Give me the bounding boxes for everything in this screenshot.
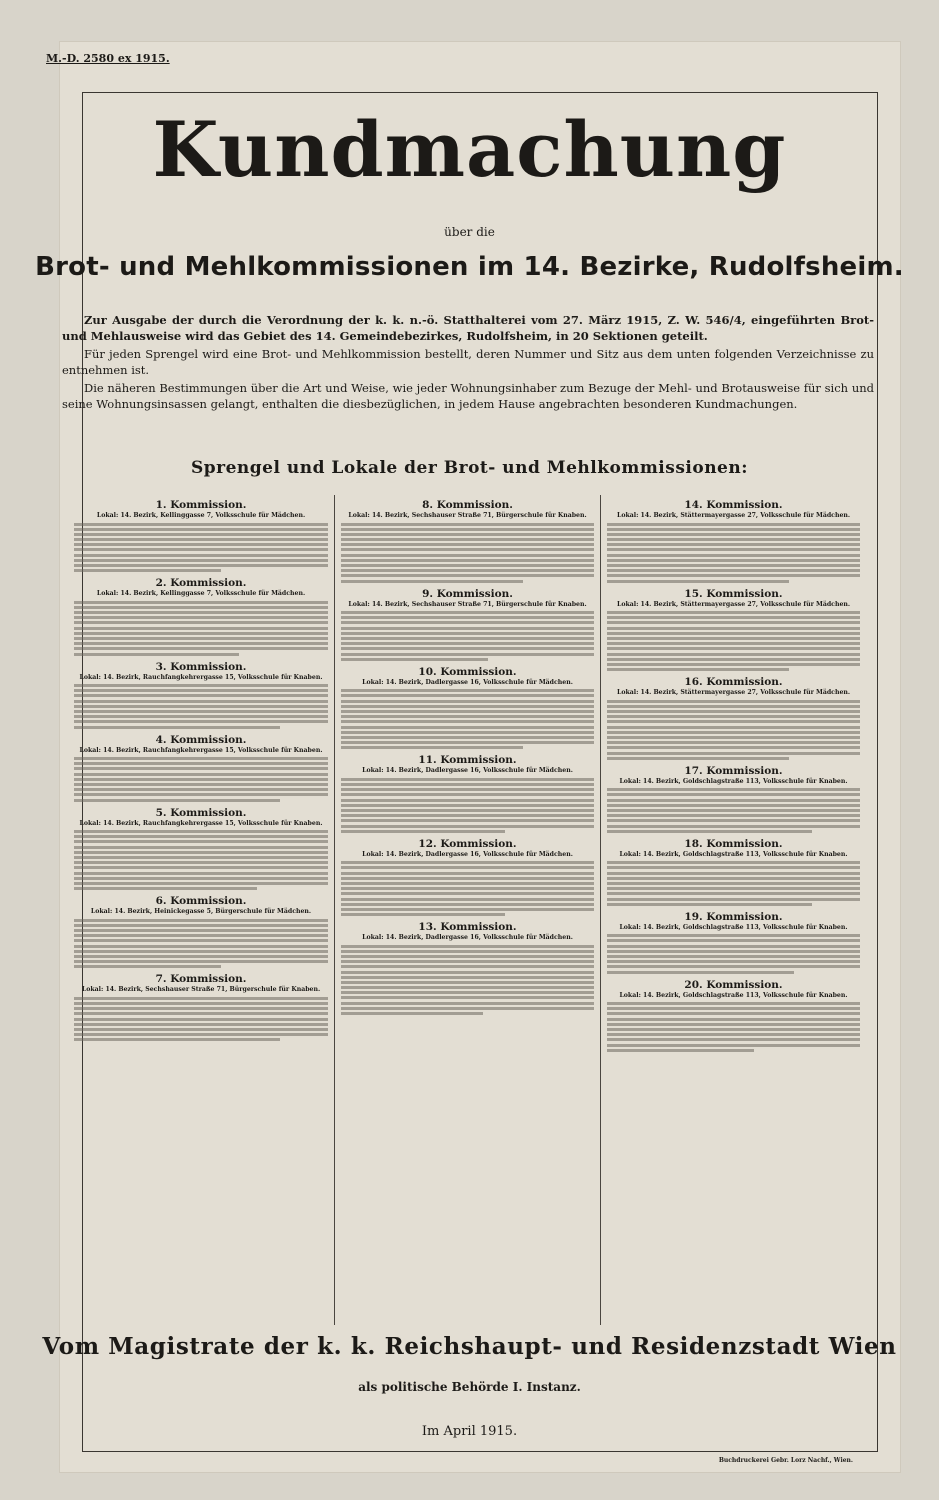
- fine-print-line: [341, 1007, 594, 1010]
- fine-print-line: [341, 705, 594, 708]
- commission-block: [74, 499, 328, 572]
- fine-print-line: [607, 726, 860, 729]
- commission-block: [74, 734, 328, 802]
- commission-title: 18. Kommission.: [684, 837, 783, 850]
- fine-print-line: [341, 866, 594, 869]
- fine-print-line: [607, 804, 860, 807]
- fine-print-line: [607, 965, 860, 968]
- commission-column-3: [600, 495, 866, 1325]
- fine-print-line: [74, 965, 221, 968]
- fine-print-line: [607, 543, 860, 546]
- fine-print-line: [607, 861, 860, 864]
- fine-print-line: [607, 736, 860, 739]
- fine-print-line: [607, 564, 860, 567]
- fine-print-line: [341, 976, 594, 979]
- footer-date: Im April 1915.: [421, 1424, 518, 1439]
- commission-location: Lokal: 14. Bezirk, Goldschlagstraße 113, Volksschule für Knaben.: [619, 923, 848, 931]
- fine-print-line: [74, 720, 328, 723]
- fine-print-line: [74, 1033, 328, 1036]
- fine-print-line: [341, 913, 505, 916]
- fine-print-line: [74, 559, 328, 562]
- fine-print-line: [74, 715, 328, 718]
- fine-print-line: [74, 887, 257, 890]
- reference-number: M.-D. 2580 ex 1915.: [46, 52, 170, 65]
- commission-location: Lokal: 14. Bezirk, Rauchfangkehrergasse 15, Volksschule für Knaben.: [79, 746, 323, 754]
- fine-print-line: [74, 882, 328, 885]
- fine-print-line: [341, 647, 594, 650]
- fine-print-line: [341, 627, 594, 630]
- fine-print-line: [607, 955, 860, 958]
- fine-print-line: [607, 934, 860, 937]
- fine-print-line: [607, 1049, 754, 1052]
- fine-print-line: [607, 559, 860, 562]
- commission-block: [341, 588, 594, 661]
- fine-print-line: [74, 773, 328, 776]
- fine-print-line: [74, 627, 328, 630]
- fine-print-line: [74, 856, 328, 859]
- fine-print-line: [341, 788, 594, 791]
- section-heading: Sprengel und Lokale der Brot- und Mehlkommissionen:: [190, 458, 749, 478]
- commission-block: [607, 979, 860, 1052]
- commission-location: Lokal: 14. Bezirk, Rauchfangkehrergasse 15, Volksschule für Knaben.: [79, 673, 323, 681]
- fine-print-line: [74, 632, 328, 635]
- fine-print-line: [341, 694, 594, 697]
- fine-print-line: [341, 715, 594, 718]
- fine-print-line: [341, 554, 594, 557]
- fine-print-line: [607, 1028, 860, 1031]
- fine-print-line: [607, 814, 860, 817]
- fine-print-line: [341, 991, 594, 994]
- fine-print-line: [341, 642, 594, 645]
- fine-print-line: [341, 950, 594, 953]
- commission-location: Lokal: 14. Bezirk, Kellinggasse 7, Volksschule für Mädchen.: [96, 512, 306, 519]
- fine-print-line: [74, 1002, 328, 1005]
- commission-title: 11. Kommission.: [418, 754, 517, 767]
- fine-print-line: [74, 684, 328, 687]
- commission-location: Lokal: 14. Bezirk, Goldschlagstraße 113, Volksschule für Knaben.: [619, 850, 848, 858]
- fine-print-line: [607, 548, 860, 551]
- fine-print-line: [341, 533, 594, 536]
- fine-print-line: [607, 533, 860, 536]
- fine-print-line: [341, 908, 594, 911]
- fine-print-line: [74, 601, 328, 604]
- fine-print-line: [341, 892, 594, 895]
- fine-print-line: [607, 830, 812, 833]
- fine-print-line: [607, 950, 860, 953]
- fine-print-line: [74, 538, 328, 541]
- commission-title: 2. Kommission.: [155, 577, 247, 590]
- fine-print-line: [74, 621, 328, 624]
- fine-print-line: [74, 569, 221, 572]
- commission-block: [607, 676, 860, 760]
- fine-print-line: [607, 731, 860, 734]
- fine-print-line: [607, 746, 860, 749]
- fine-print-line: [607, 642, 860, 645]
- fine-print-line: [74, 997, 328, 1000]
- fine-print-line: [607, 819, 860, 822]
- commission-block: [607, 765, 860, 833]
- commission-title: 7. Kommission.: [155, 973, 247, 986]
- fine-print-line: [74, 700, 328, 703]
- fine-print-line: [74, 554, 328, 557]
- commission-block: [607, 838, 860, 906]
- fine-print-line: [341, 903, 594, 906]
- commission-column-1: [68, 495, 334, 1325]
- fine-print-line: [341, 528, 594, 531]
- commission-block: [607, 588, 860, 672]
- poster-subtitle: Brot- und Mehlkommissionen im 14. Bezirke, Rudolfsheim.: [35, 252, 904, 282]
- fine-print-line: [74, 840, 328, 843]
- fine-print-line: [74, 830, 328, 833]
- fine-print-line: [74, 637, 328, 640]
- commission-title: 6. Kommission.: [155, 895, 247, 908]
- fine-print-line: [607, 616, 860, 619]
- fine-print-line: [341, 793, 594, 796]
- fine-print-line: [341, 960, 594, 963]
- fine-print-line: [341, 689, 594, 692]
- fine-print-line: [607, 538, 860, 541]
- fine-print-line: [607, 554, 860, 557]
- fine-print-line: [341, 783, 594, 786]
- commission-location: Lokal: 14. Bezirk, Dadlergasse 16, Volksschule für Mädchen.: [362, 934, 573, 942]
- fine-print-line: [341, 819, 594, 822]
- fine-print-line: [341, 580, 523, 583]
- commission-title: 16. Kommission.: [684, 676, 783, 689]
- fine-print-line: [607, 866, 860, 869]
- fine-print-line: [341, 986, 594, 989]
- fine-print-line: [74, 1007, 328, 1010]
- fine-print-line: [607, 705, 860, 708]
- fine-print-line: [607, 809, 860, 812]
- fine-print-line: [607, 898, 860, 901]
- fine-print-line: [74, 611, 328, 614]
- fine-print-line: [607, 621, 860, 624]
- fine-print-line: [74, 523, 328, 526]
- intro-paragraph-1: Zur Ausgabe der durch die Verordnung der k. k. n.-ö. Statthalterei vom 27. März 1915, Z. W. 546/4, eingeführten Brot- und Mehlausweise wird das Gebiet des 14. Gemeindebezirkes, Rudolfsheim, in 20 Sektionen geteilt.: [62, 313, 874, 343]
- commission-title: 4. Kommission.: [155, 733, 247, 746]
- intro-paragraph-2: Für jeden Sprengel wird eine Brot- und Mehlkommission bestellt, deren Nummer und Sitz aus dem unten folgenden Verzeichnisse zu entnehmen ist.: [62, 347, 874, 377]
- commission-title: 1. Kommission.: [155, 499, 247, 511]
- commission-title: 8. Kommission.: [422, 499, 513, 511]
- fine-print-line: [607, 632, 860, 635]
- fine-print-line: [341, 965, 594, 968]
- fine-print-line: [341, 621, 594, 624]
- fine-print-line: [341, 611, 594, 614]
- commission-title: 19. Kommission.: [684, 910, 783, 923]
- fine-print-line: [74, 929, 328, 932]
- fine-print-line: [341, 877, 594, 880]
- fine-print-line: [607, 825, 860, 828]
- fine-print-line: [341, 523, 594, 526]
- fine-print-line: [607, 971, 794, 974]
- fine-print-line: [607, 939, 860, 942]
- fine-print-line: [607, 872, 860, 875]
- commission-block: [74, 807, 328, 891]
- fine-print-line: [341, 543, 594, 546]
- commission-block: [74, 577, 328, 655]
- fine-print-line: [341, 538, 594, 541]
- fine-print-line: [607, 903, 812, 906]
- commission-block: [607, 499, 860, 583]
- fine-print-line: [341, 1002, 594, 1005]
- fine-print-line: [74, 543, 328, 546]
- fine-print-line: [341, 736, 594, 739]
- fine-print-line: [341, 804, 594, 807]
- fine-print-line: [607, 653, 860, 656]
- fine-print-line: [74, 705, 328, 708]
- fine-print-line: [607, 752, 860, 755]
- fine-print-line: [607, 700, 860, 703]
- fine-print-line: [607, 569, 860, 572]
- fine-print-line: [607, 574, 860, 577]
- commission-block: [74, 895, 328, 968]
- fine-print-line: [341, 799, 594, 802]
- fine-print-line: [341, 898, 594, 901]
- fine-print-line: [341, 1012, 483, 1015]
- fine-print-line: [341, 574, 594, 577]
- fine-print-line: [341, 559, 594, 562]
- fine-print-line: [341, 746, 523, 749]
- fine-print-line: [74, 689, 328, 692]
- commission-location: Lokal: 14. Bezirk, Sechshauser Straße 71, Bürgerschule für Knaben.: [348, 600, 587, 608]
- fine-print-line: [341, 653, 594, 656]
- commission-location: Lokal: 14. Bezirk, Heinickegasse 5, Bürgerschule für Mädchen.: [90, 908, 312, 916]
- footer-authority: Vom Magistrate der k. k. Reichshaupt- und Residenzstadt Wien: [42, 1333, 897, 1360]
- commission-title: 9. Kommission.: [422, 587, 513, 600]
- fine-print-line: [341, 778, 594, 781]
- commission-title: 3. Kommission.: [155, 660, 247, 673]
- fine-print-line: [341, 981, 594, 984]
- fine-print-line: [74, 960, 328, 963]
- fine-print-line: [341, 637, 594, 640]
- fine-print-line: [74, 788, 328, 791]
- fine-print-line: [74, 799, 280, 802]
- title-connector: über die: [444, 225, 495, 239]
- fine-print-line: [341, 658, 488, 661]
- fine-print-line: [607, 715, 860, 718]
- fine-print-line: [74, 757, 328, 760]
- fine-print-line: [74, 642, 328, 645]
- fine-print-line: [74, 950, 328, 953]
- fine-print-line: [341, 741, 594, 744]
- fine-print-line: [607, 1038, 860, 1041]
- fine-print-line: [341, 616, 594, 619]
- fine-print-line: [607, 663, 860, 666]
- fine-print-line: [341, 971, 594, 974]
- fine-print-line: [607, 877, 860, 880]
- commission-block: [341, 754, 594, 832]
- fine-print-line: [607, 882, 860, 885]
- commission-title: 10. Kommission.: [418, 665, 517, 678]
- fine-print-line: [74, 528, 328, 531]
- commission-title: 12. Kommission.: [418, 837, 517, 850]
- fine-print-line: [607, 611, 860, 614]
- fine-print-line: [74, 767, 328, 770]
- fine-print-line: [341, 825, 594, 828]
- fine-print-line: [74, 919, 328, 922]
- fine-print-line: [607, 720, 860, 723]
- fine-print-line: [607, 741, 860, 744]
- fine-print-line: [607, 1033, 860, 1036]
- fine-print-line: [74, 877, 328, 880]
- commission-location: Lokal: 14. Bezirk, Sechshauser Straße 71, Bürgerschule für Knaben.: [348, 512, 587, 519]
- footer-instance: als politische Behörde I. Instanz.: [358, 1380, 581, 1394]
- fine-print-line: [74, 778, 328, 781]
- commission-location: Lokal: 14. Bezirk, Stättermayergasse 27, Volksschule für Mädchen.: [616, 689, 851, 697]
- fine-print-line: [74, 866, 328, 869]
- fine-print-line: [607, 647, 860, 650]
- fine-print-line: [607, 637, 860, 640]
- commission-block: [341, 499, 594, 583]
- fine-print-line: [607, 627, 860, 630]
- fine-print-line: [607, 1012, 860, 1015]
- fine-print-line: [607, 1044, 860, 1047]
- fine-print-line: [607, 757, 789, 760]
- fine-print-line: [74, 647, 328, 650]
- commission-location: Lokal: 14. Bezirk, Goldschlagstraße 113, Volksschule für Knaben.: [619, 777, 848, 785]
- fine-print-line: [74, 1038, 280, 1041]
- poster-title: Kundmachung: [152, 105, 787, 194]
- fine-print-line: [74, 564, 328, 567]
- fine-print-line: [341, 726, 594, 729]
- fine-print-line: [74, 835, 328, 838]
- fine-print-line: [74, 533, 328, 536]
- fine-print-line: [74, 924, 328, 927]
- fine-print-line: [74, 934, 328, 937]
- fine-print-line: [341, 861, 594, 864]
- fine-print-line: [607, 710, 860, 713]
- fine-print-line: [607, 1002, 860, 1005]
- commission-title: 15. Kommission.: [684, 587, 783, 600]
- commission-location: Lokal: 14. Bezirk, Dadlergasse 16, Volksschule für Mädchen.: [362, 767, 573, 775]
- fine-print-line: [74, 955, 328, 958]
- fine-print-line: [341, 720, 594, 723]
- fine-print-line: [74, 851, 328, 854]
- fine-print-line: [607, 658, 860, 661]
- fine-print-line: [74, 939, 328, 942]
- commission-location: Lokal: 14. Bezirk, Rauchfangkehrergasse 15, Volksschule für Knaben.: [79, 819, 323, 827]
- fine-print-line: [607, 799, 860, 802]
- fine-print-line: [607, 1023, 860, 1026]
- fine-print-line: [341, 809, 594, 812]
- intro-paragraph-3: Die näheren Bestimmungen über die Art und Weise, wie jeder Wohnungsinhaber zum Bezuge der Mehl- und Brotausweise für sich und seine Wohnungsinsassen gelangt, enthalten die diesbezüglichen, in jedem Hause angebrachten besonderen Kundmachungen.: [62, 381, 874, 411]
- fine-print-line: [341, 887, 594, 890]
- fine-print-line: [74, 616, 328, 619]
- commission-block: [74, 973, 328, 1041]
- fine-print-line: [607, 793, 860, 796]
- fine-print-line: [74, 710, 328, 713]
- commission-title: 14. Kommission.: [684, 499, 783, 511]
- commission-block: [341, 666, 594, 750]
- commission-title: 13. Kommission.: [418, 921, 517, 934]
- commission-block: [341, 838, 594, 916]
- fine-print-line: [341, 872, 594, 875]
- fine-print-line: [607, 523, 860, 526]
- commission-block: [341, 921, 594, 1015]
- fine-print-line: [607, 528, 860, 531]
- commission-location: Lokal: 14. Bezirk, Kellinggasse 7, Volksschule für Mädchen.: [96, 590, 306, 598]
- fine-print-line: [341, 700, 594, 703]
- fine-print-line: [341, 548, 594, 551]
- fine-print-line: [341, 632, 594, 635]
- fine-print-line: [341, 882, 594, 885]
- fine-print-line: [74, 872, 328, 875]
- fine-print-line: [341, 710, 594, 713]
- fine-print-line: [607, 945, 860, 948]
- fine-print-line: [74, 793, 328, 796]
- commission-columns: [68, 495, 868, 1325]
- commission-title: 5. Kommission.: [155, 806, 247, 819]
- fine-print-line: [74, 606, 328, 609]
- fine-print-line: [74, 1023, 328, 1026]
- fine-print-line: [74, 762, 328, 765]
- fine-print-line: [74, 1012, 328, 1015]
- fine-print-line: [74, 783, 328, 786]
- commission-location: Lokal: 14. Bezirk, Stättermayergasse 27, Volksschule für Mädchen.: [616, 600, 851, 608]
- fine-print-line: [341, 955, 594, 958]
- fine-print-line: [341, 996, 594, 999]
- fine-print-line: [74, 846, 328, 849]
- fine-print-line: [74, 861, 328, 864]
- fine-print-line: [74, 1028, 328, 1031]
- fine-print-line: [341, 814, 594, 817]
- fine-print-line: [341, 564, 594, 567]
- commission-location: Lokal: 14. Bezirk, Dadlergasse 16, Volksschule für Mädchen.: [362, 678, 573, 686]
- fine-print-line: [341, 569, 594, 572]
- fine-print-line: [607, 1018, 860, 1021]
- fine-print-line: [607, 580, 789, 583]
- fine-print-line: [74, 548, 328, 551]
- intro-text: [62, 312, 874, 414]
- fine-print-line: [341, 830, 505, 833]
- fine-print-line: [74, 694, 328, 697]
- commission-location: Lokal: 14. Bezirk, Dadlergasse 16, Volksschule für Mädchen.: [362, 850, 573, 858]
- commission-block: [607, 911, 860, 974]
- commission-location: Lokal: 14. Bezirk, Goldschlagstraße 113, Volksschule für Knaben.: [619, 991, 848, 999]
- fine-print-line: [607, 788, 860, 791]
- printer-imprint: Buchdruckerei Gebr. Lorz Nachf., Wien.: [718, 1457, 853, 1464]
- commission-block: [74, 661, 328, 729]
- fine-print-line: [74, 1018, 328, 1021]
- fine-print-line: [607, 1007, 860, 1010]
- fine-print-line: [607, 960, 860, 963]
- fine-print-line: [74, 945, 328, 948]
- fine-print-line: [74, 653, 239, 656]
- commission-location: Lokal: 14. Bezirk, Sechshauser Straße 71, Bürgerschule für Knaben.: [81, 986, 321, 994]
- fine-print-line: [607, 668, 789, 671]
- fine-print-line: [607, 892, 860, 895]
- commission-location: Lokal: 14. Bezirk, Stättermayergasse 27, Volksschule für Mädchen.: [616, 512, 851, 519]
- commission-column-2: [334, 495, 600, 1325]
- fine-print-line: [74, 726, 280, 729]
- fine-print-line: [341, 731, 594, 734]
- commission-title: 20. Kommission.: [684, 978, 783, 991]
- fine-print-line: [607, 887, 860, 890]
- fine-print-line: [341, 945, 594, 948]
- commission-title: 17. Kommission.: [684, 764, 783, 777]
